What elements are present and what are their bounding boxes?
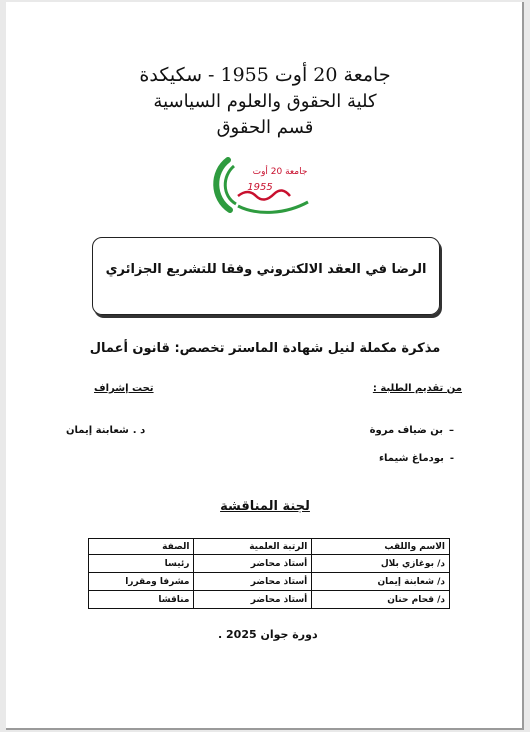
title-frame [92, 237, 440, 315]
department-name: قسم الحقوق [216, 117, 314, 138]
session-date: دورة جوان 2025 . [218, 628, 318, 641]
student-entry [379, 453, 454, 464]
university-logo [208, 152, 318, 218]
table-cell: د/ بوغازي بلال [312, 555, 450, 573]
supervisor-name: شعابنة إيمان [66, 425, 129, 436]
table-cell: أستاذ محاضر [194, 591, 312, 609]
logo-year: 1955 [247, 182, 273, 193]
table-cell: أستاذ محاضر [194, 573, 312, 591]
table-row [89, 573, 450, 591]
submitted-by-label: من تقديم الطلبة : [372, 383, 462, 394]
column-header: الاسم واللقب [312, 539, 450, 555]
faculty-name: كلية الحقوق والعلوم السياسية [153, 91, 377, 112]
university-name: جامعة 20 أوت 1955 - سكيكدة [139, 64, 391, 86]
student-name: بودماغ شيماء [378, 453, 444, 464]
jury-table [88, 538, 450, 609]
table-cell: رئيسا [89, 555, 194, 573]
thesis-title: الرضا في العقد الالكتروني وفقا للتشريع الجزائري [105, 262, 427, 277]
table-header-row [89, 539, 450, 555]
student-entry [370, 425, 454, 436]
list-bullet: – [449, 425, 454, 436]
logo-text: جامعة 20 أوت [252, 167, 308, 177]
column-header: الصفة [89, 539, 194, 555]
supervisor-prefix: د . [132, 425, 146, 436]
column-header: الرتبة العلمية [194, 539, 312, 555]
table-cell: د/ شعابنة إيمان [312, 573, 450, 591]
list-bullet: - [449, 453, 454, 464]
jury-heading: لجنة المناقشة [220, 499, 310, 514]
table-cell: مشرفا ومقررا [89, 573, 194, 591]
student-name: بن ضياف مروة [369, 425, 443, 436]
supervised-by-label: تحت إشراف [94, 383, 154, 394]
table-row [89, 591, 450, 609]
table-cell: مناقشا [89, 591, 194, 609]
table-cell: د/ قحام حنان [312, 591, 450, 609]
thesis-subtitle: مذكرة مكملة لنيل شهادة الماستر تخصص: قانون أعمال [89, 341, 441, 356]
supervisor-entry [66, 425, 145, 436]
table-cell: أستاذ محاضر [194, 555, 312, 573]
table-row [89, 555, 450, 573]
